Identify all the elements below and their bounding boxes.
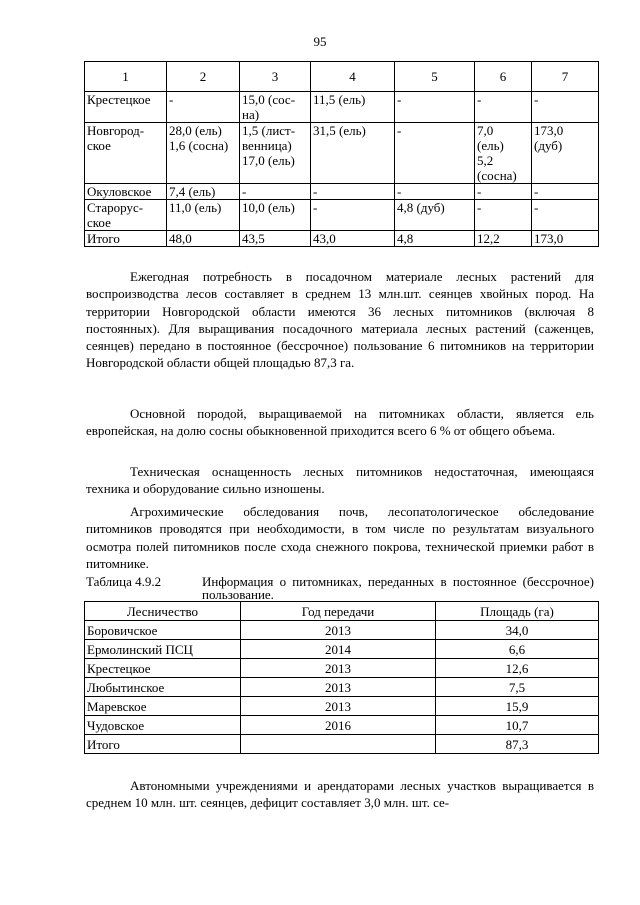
paragraph: Автономными учреждениями и арендаторами лесных участков выращивается в среднем 10 млн. шт. сеянцев, дефицит составляет 3,0 млн. шт. се- xyxy=(86,778,594,811)
table-cell: Крестецкое xyxy=(85,659,241,678)
table-cell: 11,0 (ель) xyxy=(167,200,240,231)
table-cell: 173,0 xyxy=(532,231,599,247)
column-header: 2 xyxy=(167,62,240,92)
table-cell: Итого xyxy=(85,735,241,754)
table-cell: 173,0 (дуб) xyxy=(532,123,599,184)
table-cell: 15,0 (сос- на) xyxy=(240,92,311,123)
paragraph: Основной породой, выращиваемой на питомниках области, является ель европейская, на долю сосны обыкновенной приходится всего 6 % от общего объема. xyxy=(86,406,594,439)
table-row xyxy=(85,184,599,200)
column-header: 7 xyxy=(532,62,599,92)
table-cell: 2013 xyxy=(241,621,436,640)
table-cell: Маревское xyxy=(85,697,241,716)
table-cell: 2013 xyxy=(241,659,436,678)
table-row xyxy=(85,697,599,716)
table-cell: 4,8 xyxy=(395,231,475,247)
table-cell: 10,7 xyxy=(436,716,599,735)
table-cell: 2013 xyxy=(241,697,436,716)
table-cell: 15,9 xyxy=(436,697,599,716)
paragraph: Техническая оснащенность лесных питомников недостаточная, имеющаяся техника и оборудование сильно изношены. xyxy=(86,464,594,497)
table-cell: - xyxy=(475,200,532,231)
table-cell: - xyxy=(167,92,240,123)
table-cell: - xyxy=(532,184,599,200)
table-cell: - xyxy=(475,184,532,200)
table-row xyxy=(85,200,599,231)
table-cell: 12,6 xyxy=(436,659,599,678)
table-total-row xyxy=(85,231,599,247)
paragraph: Ежегодная потребность в посадочном материале лесных растений для воспроизводства лесов составляет в среднем 13 млн.шт. сеянцев хвойных пород. На территории Новгородской области имеются 36 лесных питомников (включая 8 постоянных). Для выращивания посадочного материала лесных растений (саженцев, сеянцев) передано в постоянное (бессрочное) пользование 6 питомников на территории Новгородской области общей площадью 87,3 га. xyxy=(86,269,594,371)
table-cell: - xyxy=(395,123,475,184)
table-cell: - xyxy=(311,200,395,231)
table-cell: 7,0 (ель) 5,2 (сосна) xyxy=(475,123,532,184)
column-header: Год передачи xyxy=(241,602,436,621)
table-header-row xyxy=(85,602,599,621)
table-cell: 31,5 (ель) xyxy=(311,123,395,184)
table-cell: - xyxy=(311,184,395,200)
table-cell: Крестецкое xyxy=(85,92,167,123)
table-cell: Ермолинский ПСЦ xyxy=(85,640,241,659)
nursery-transfer-table xyxy=(84,601,599,754)
table-cell: 28,0 (ель) 1,6 (сосна) xyxy=(167,123,240,184)
table-caption-label: Таблица 4.9.2 xyxy=(86,574,162,589)
column-header: 6 xyxy=(475,62,532,92)
table-cell: 6,6 xyxy=(436,640,599,659)
table-row xyxy=(85,640,599,659)
table-cell: 7,5 xyxy=(436,678,599,697)
table-row xyxy=(85,659,599,678)
table-cell: 1,5 (лист- венница) 17,0 (ель) xyxy=(240,123,311,184)
table-cell: - xyxy=(475,92,532,123)
table-cell: Новгород- ское xyxy=(85,123,167,184)
column-header: Площадь (га) xyxy=(436,602,599,621)
table-cell: 43,5 xyxy=(240,231,311,247)
nursery-species-table xyxy=(84,61,599,247)
column-header: 5 xyxy=(395,62,475,92)
table-cell: 11,5 (ель) xyxy=(311,92,395,123)
table-cell: 7,4 (ель) xyxy=(167,184,240,200)
page-number: 95 xyxy=(313,34,327,49)
table-cell: Чудовское xyxy=(85,716,241,735)
table-row xyxy=(85,678,599,697)
table-cell xyxy=(241,735,436,754)
column-header: 3 xyxy=(240,62,311,92)
table-caption-text: Информация о питомниках, переданных в постоянное (бессрочное) пользование. xyxy=(202,574,594,602)
table-cell: 2014 xyxy=(241,640,436,659)
column-header: 4 xyxy=(311,62,395,92)
table-cell: - xyxy=(395,92,475,123)
table-cell: Боровичское xyxy=(85,621,241,640)
table-cell: 12,2 xyxy=(475,231,532,247)
table-total-row xyxy=(85,735,599,754)
table-cell: Старорус- ское xyxy=(85,200,167,231)
table-header-row xyxy=(85,62,599,92)
paragraph: Агрохимические обследования почв, лесопатологическое обследование питомников проводятся при необходимости, в том числе по результатам визуального осмотра полей питомников после схода снежного покрова, технической приемки работ в питомнике. xyxy=(86,504,594,571)
table-cell: - xyxy=(532,200,599,231)
table-cell: 2013 xyxy=(241,678,436,697)
column-header: 1 xyxy=(85,62,167,92)
column-header: Лесничество xyxy=(85,602,241,621)
table-row xyxy=(85,716,599,735)
table-cell: Окуловское xyxy=(85,184,167,200)
table-cell: 10,0 (ель) xyxy=(240,200,311,231)
table-cell: 48,0 xyxy=(167,231,240,247)
table-row xyxy=(85,123,599,184)
table-cell: Любытинское xyxy=(85,678,241,697)
table-cell: 2016 xyxy=(241,716,436,735)
table-cell: - xyxy=(532,92,599,123)
table-cell: - xyxy=(395,184,475,200)
table-cell: Итого xyxy=(85,231,167,247)
table-row xyxy=(85,92,599,123)
table-cell: 4,8 (дуб) xyxy=(395,200,475,231)
table-cell: 87,3 xyxy=(436,735,599,754)
table-cell: 34,0 xyxy=(436,621,599,640)
table-cell: 43,0 xyxy=(311,231,395,247)
table-row xyxy=(85,621,599,640)
table-cell: - xyxy=(240,184,311,200)
